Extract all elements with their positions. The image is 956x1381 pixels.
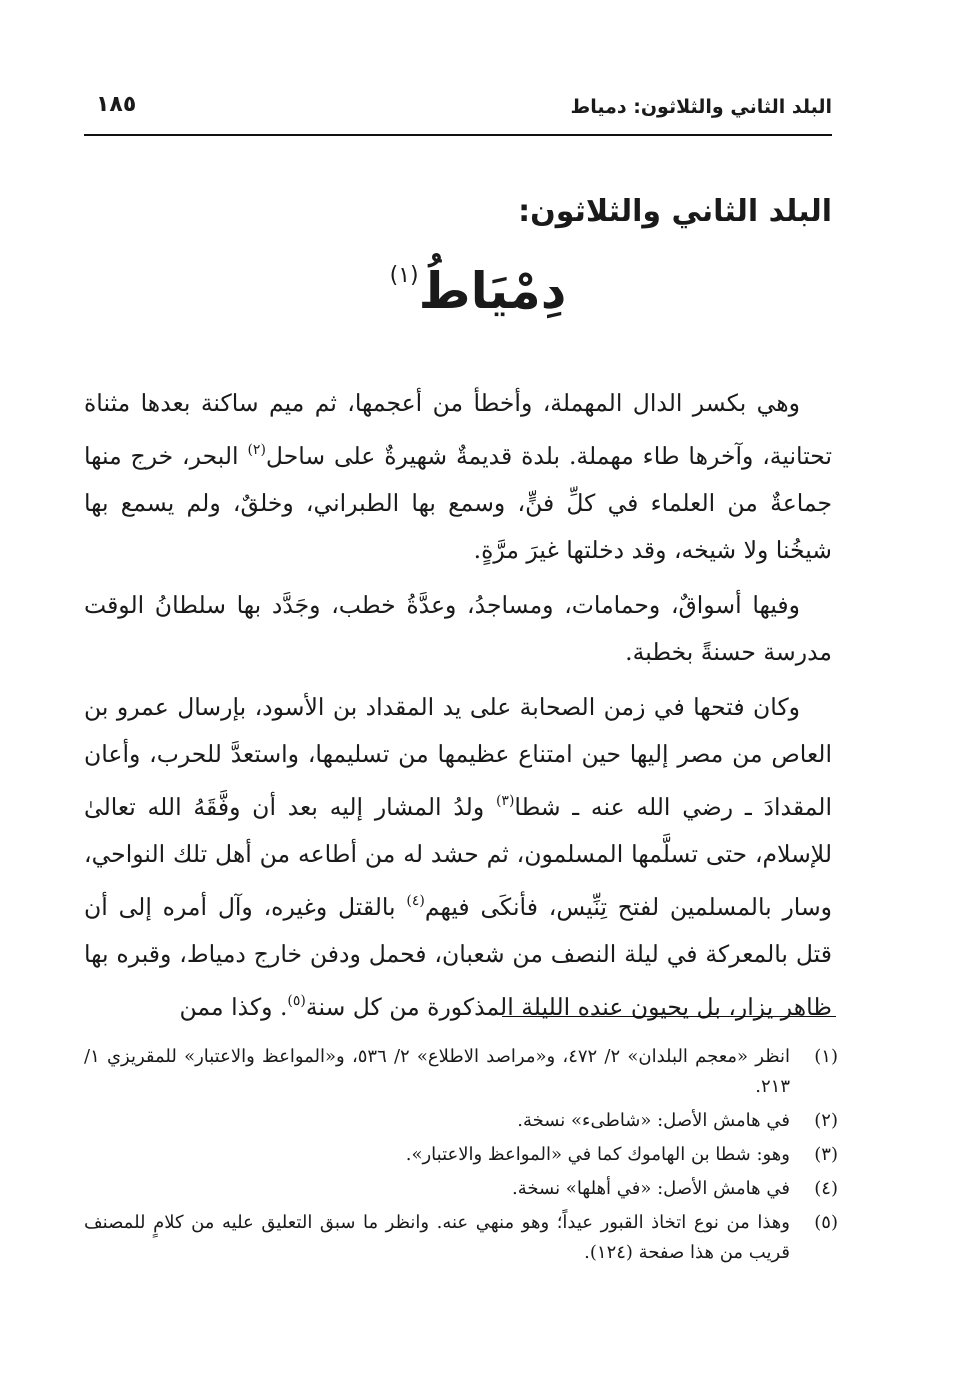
footnote-ref: (٢) [247, 442, 266, 458]
paragraph [84, 582, 832, 676]
paragraph-text: وكان فتحها في زمن الصحابة على يد المقداد بن الأسود، بإرسال عمرو بن العاص من مصر إليها حين امتناع عظيمها من تسليمها، واستعدَّ للحرب، وأعان المقدادَ ـ رضي الله عنه ـ شطا [84, 693, 832, 821]
paragraph-text: وهي بكسر الدال المهملة، وأخطأ من أعجمها، ثم ميم ساكنة بعدها مثناة تحتانية، وآخرها طاء مهملة. بلدة قديمةٌ شهيرةٌ على ساحل [84, 389, 833, 470]
running-title: البلد الثاني والثلاثون: دمياط [570, 96, 832, 118]
paragraph [84, 684, 832, 1031]
footnote-number: (٣) [814, 1144, 838, 1165]
footnote-ref: (٣) [495, 793, 515, 809]
paragraph-text: ولدُ المشار إليه بعد أن وفَّقَهُ الله تعالىٰ للإسلام، حتى تسلَّمها المسلمون، ثم حشد له من أطاعه من أهل تلك النواحي، وسار بالمسلمين لفتح تِنِّيس، فأنكَى فيهم [84, 793, 832, 921]
paragraph-text: بالقتل وغيره، وآل أمره إلى أن قتل بالمعركة في ليلة النصف من شعبان، فحمل ودفن خارج دمياط، وقبره بها ظاهر يزار، بل يحيون عنده الليلة المذكورة من كل سنة [84, 893, 832, 1021]
paragraph-text: . وكذا ممن [179, 993, 288, 1021]
footnote-ref: (١) [389, 263, 419, 288]
page-number: ١٨٥ [96, 92, 137, 117]
city-name: دِمْيَاطُ [418, 262, 567, 320]
footnote-number: (٢) [814, 1110, 838, 1131]
section-heading: البلد الثاني والثلاثون: [518, 194, 832, 229]
footnotes [84, 1042, 838, 1272]
footnote-text: وهذا من نوع اتخاذ القبور عيداً؛ وهو منهي عنه. وانظر ما سبق التعليق عليه من كلامٍ للمصنف قريب من هذا صفحة (١٢٤). [84, 1212, 790, 1263]
body-text [84, 380, 832, 1039]
footnote-number: (٥) [814, 1212, 838, 1233]
footnote-number: (٤) [814, 1178, 838, 1199]
running-header [84, 88, 832, 136]
paragraph-text: وفيها أسواقٌ، وحمامات، ومساجدُ، وعدَّةُ خطب، وجَدَّد بها سلطانُ الوقت مدرسة حسنةً بخطبة. [84, 591, 832, 666]
paragraph [84, 380, 832, 574]
paragraph-text: البحر، خرج منها جماعةٌ من العلماء في كلِّ فنٍّ، وسمع بها الطبراني، وخلقٌ، ولم يسمع بها شيخُنا ولا شيخه، وقد دخلتها غيرَ مرَّةٍ. [84, 442, 832, 564]
footnote-number: (١) [814, 1046, 838, 1067]
footnote-ref: (٤) [406, 893, 425, 909]
footnote [84, 1208, 838, 1268]
footnote [84, 1174, 838, 1204]
footnote-text: في هامش الأصل: «شاطىء» نسخة. [517, 1110, 790, 1131]
footnote-text: انظر «معجم البلدان» ٢/ ٤٧٢، و«مراصد الاطلاع» ٢/ ٥٣٦، و«المواعظ والاعتبار» للمقريزي ١/ ٢١٣. [84, 1046, 790, 1097]
footnote-divider [502, 1016, 836, 1017]
footnote-text: وهو: شطا بن الهاموك كما في «المواعظ والاعتبار». [405, 1144, 790, 1165]
footnote-text: في هامش الأصل: «في أهلها» نسخة. [512, 1178, 790, 1199]
footnote [84, 1140, 838, 1170]
footnote-ref: (٥) [287, 993, 306, 1009]
city-title [0, 262, 956, 320]
footnote [84, 1042, 838, 1102]
footnote [84, 1106, 838, 1136]
